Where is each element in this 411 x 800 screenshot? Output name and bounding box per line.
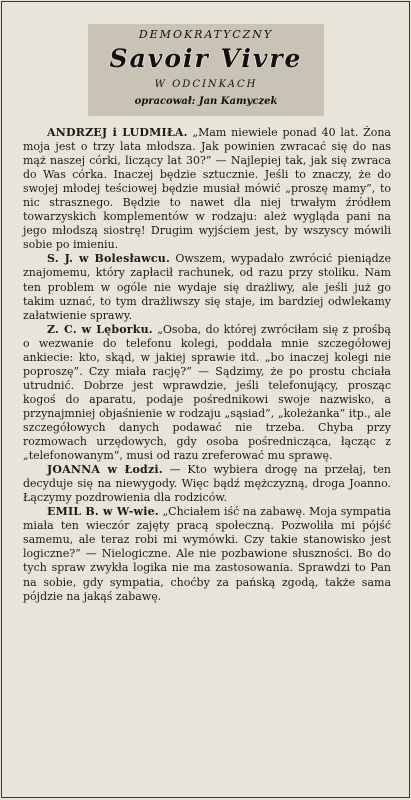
column-masthead (88, 24, 324, 116)
letter-entry (23, 126, 391, 252)
letter-answer: „Mam niewiele ponad 40 lat. Żona moja jest o trzy lata młodsza. Jak powinien zwracać się do nas mąż naszej córki, liczący lat 30?” — Najlepiej tak, jak się zwraca do Was córka. Inaczej będzie sztucznie. Jeśli to znaczy, że do swojej młodej teściowej będzie musiał mówić „proszę mamy”, to nic strasznego. Będzie to nawet dla niej trwałym źródłem towarzyskich komplementów w rodzaju: ależ wygląda pani na jego młodszą siostrę! Drugim wyjściem jest, by wszyscy mówili sobie po imieniu. (23, 126, 391, 252)
letter-answer: Owszem, wypadało zwrócić pieniądze znajomemu, który zapłacił rachunek, od razu przy stoliku. Nam ten problem w ogóle nie wydaje się drażliwy, ale jeśli już go takim uznać, to tym drażliwszy się staje, im bardziej odwlekamy załatwienie sprawy. (23, 252, 391, 322)
masthead-title: Savoir Vivre (109, 44, 303, 73)
letter-answer: „Chciałem iść na zabawę. Moja sympatia miała ten wieczór zajęty pracą społeczną. Pozwoliła mi pójść samemu, ale teraz robi mi wymówki. Czy takie stanowisko jest logiczne?” — Nielogiczne. Ale nie pozbawione słuszności. Bo do tych spraw zwykła logika nie ma zastosowania. Sprawdzi to Pan na sobie, gdy sympatia, choćby za pańską zgodą, także sama pójdzie na jakąś zabawę. (23, 505, 391, 603)
letter-addressee: Z. C. w Lęborku. (47, 322, 153, 336)
masthead-credit: opracował: Jan Kamyczek (134, 96, 278, 107)
masthead-top-line: DEMOKRATYCZNY (138, 28, 274, 41)
letter-addressee: S. J. w Bolesławcu. (47, 252, 171, 266)
letter-entry (23, 505, 391, 603)
letter-addressee: JOANNA w Łodzi. (47, 463, 163, 477)
letter-answer: — Kto wybiera drogę na przełaj, ten decyduje się na niewygody. Więc bądź mężczyzną, droga Joanno. Łączymy pozdrowienia dla rodziców. (23, 463, 392, 505)
letter-addressee: EMIL B. w W-wie. (47, 505, 159, 519)
article-column (23, 126, 391, 604)
letter-answer: „Osoba, do której zwróciłam się z prośbą o wezwanie do telefonu kolegi, poddała mnie szczegółowej ankiecie: kto, skąd, w jakiej sprawie itd. „bo inaczej kolegi nie poproszę”. Czy miała rację?” — Sądzimy, że po prostu chciała utrudnić. Dobrze jest wprawdzie, jeśli telefonujący, prosząc kogoś do aparatu, podaje pośrednikowi swoje nazwisko, a przynajmniej objaśnienie w rodzaju „sąsiad”, „koleżanka” itp., ale szczegółowych danych podawać nie trzeba. Chyba przy rozmowach urzędowych, gdy osoba pośrednicząca, łącząc z „telefonowanym”, musi od razu zreferować mu sprawę. (23, 322, 391, 463)
newspaper-clipping (1, 1, 410, 798)
masthead-subtitle: W ODCINKACH (154, 79, 258, 90)
letter-entry (23, 252, 391, 322)
letter-entry (23, 323, 391, 463)
letter-addressee: ANDRZEJ i LUDMIŁA. (47, 126, 188, 139)
letter-entry (23, 463, 391, 505)
